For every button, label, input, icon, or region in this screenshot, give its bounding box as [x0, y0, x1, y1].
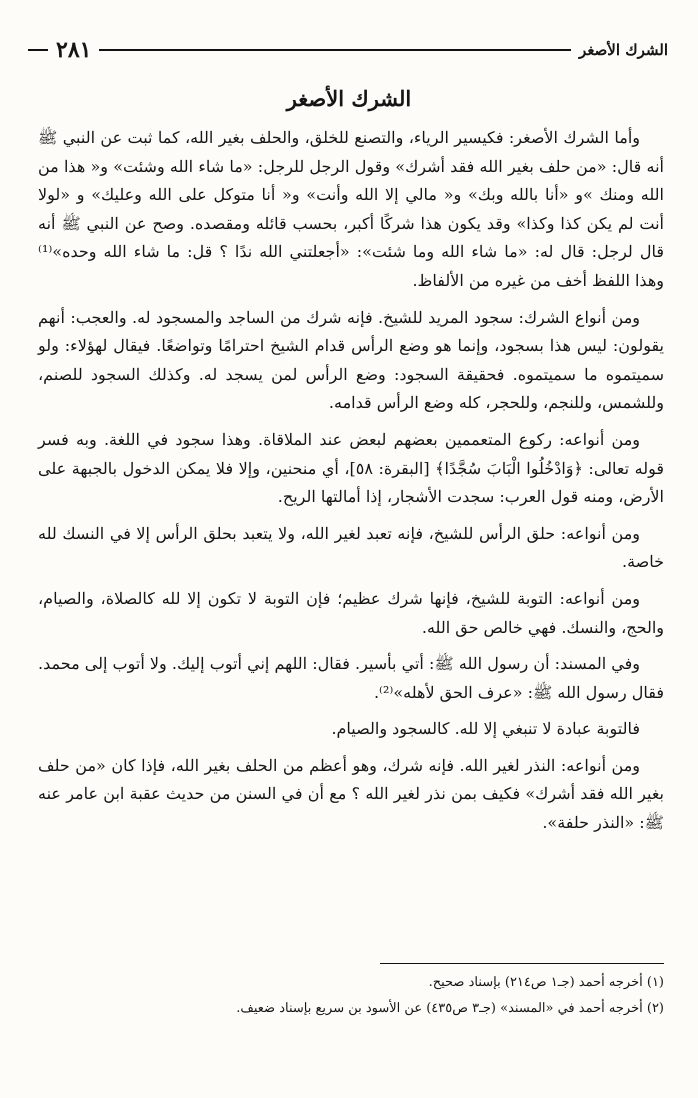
footnotes	[38, 970, 664, 1022]
paragraph-5: ومن أنواعه: التوبة للشيخ، فإنها شرك عظيم؛ فإن التوبة لا تكون إلا لله كالصلاة، والصيام، والحج، والنسك. فهي خالص حق الله.	[38, 588, 664, 637]
page-number: ٢٨١	[56, 37, 92, 63]
body-text	[38, 124, 664, 846]
section-title: الشرك الأصغر	[286, 86, 412, 111]
paragraph-4: ومن أنواعه: حلق الرأس للشيخ، فإنه تعبد لغير الله، ولا يتعبد بحلق الرأس إلا في النسك لله خاصة.	[38, 523, 664, 572]
paragraph-1: وأما الشرك الأصغر: فكيسير الرياء، والتصنع للخلق، والحلف بغير الله، كما ثبت عن النبي ﷺ أنه قال: «من حلف بغير الله فقد أشرك» وقول الرجل للرجل: «ما شاء الله وشئت» و« هذا من الله ومنك »و «أنا بالله وبك» و« مالي إلا الله وأنت» و« أنا متوكل على الله وعليك» و «لولا أنت لم يكن كذا وكذا» وقد يكون هذا شركًا أكبر، بحسب قائله ومقصده. وصح عن النبي ﷺ أنه قال لرجل: قال له: «ما شاء الله وما شئت»: «أجعلتني الله ندًا ؟ قل: ما شاء الله وحده»⁽¹⁾ وهذا اللفظ أخف من غيره من الألفاظ.	[38, 128, 664, 290]
header-dash	[28, 49, 48, 51]
footnote-2: (٢) أخرجه أحمد في «المسند» (جـ٣ ص٤٣٥) عن الأسود بن سريع بإسناد ضعيف.	[236, 1001, 664, 1016]
header-rule	[99, 49, 571, 51]
running-title: الشرك الأصغر	[579, 41, 668, 59]
footnote-rule	[380, 963, 664, 964]
page-header	[28, 36, 668, 64]
paragraph-3: ومن أنواعه: ركوع المتعممين بعضهم لبعض عند الملاقاة. وهذا سجود في اللغة. وبه فسر قوله تعالى: ﴿وَادْخُلُوا الْبَابَ سُجَّدًا﴾ [البقرة: ٥٨]، أي منحنين، وإلا فلا يمكن الدخول بالجبهة على الأرض، ومنه قول العرب: سجدت الأشجار، إذا أمالتها الريح.	[38, 429, 664, 507]
paragraph-8: ومن أنواعه: النذر لغير الله. فإنه شرك، وهو أعظم من الحلف بغير الله، فإذا كان «من حلف بغير الله فقد أشرك» فكيف بمن نذر لغير الله ؟ مع أن في السنن من حديث عقبة ابن عامر عنه ﷺ: «النذر حلفة».	[38, 755, 664, 833]
paragraph-6: وفي المسند: أن رسول الله ﷺ: أتي بأسير. فقال: اللهم إني أتوب إليك. ولا أتوب إلى محمد. فقال رسول الله ﷺ: «عرف الحق لأهله»⁽²⁾.	[38, 654, 664, 702]
footnote-1: (١) أخرجه أحمد (جـ١ ص٢١٤) بإسناد صحيح.	[428, 975, 664, 990]
paragraph-2: ومن أنواع الشرك: سجود المريد للشيخ. فإنه شرك من الساجد والمسجود له. والعجب: أنهم يقولون: ليس هذا بسجود، وإنما هو وضع الرأس قدام الشيخ احترامًا وتواضعًا. فيقال لهؤلاء: ولو سميتموه ما سميتموه. فحقيقة السجود: وضع الرأس لمن يسجد له. وكذلك السجود للصنم، وللشمس، وللنجم، وللحجر، كله وضع الرأس قدامه.	[38, 307, 664, 413]
paragraph-7: فالتوبة عبادة لا تنبغي إلا لله. كالسجود والصيام.	[331, 719, 640, 739]
